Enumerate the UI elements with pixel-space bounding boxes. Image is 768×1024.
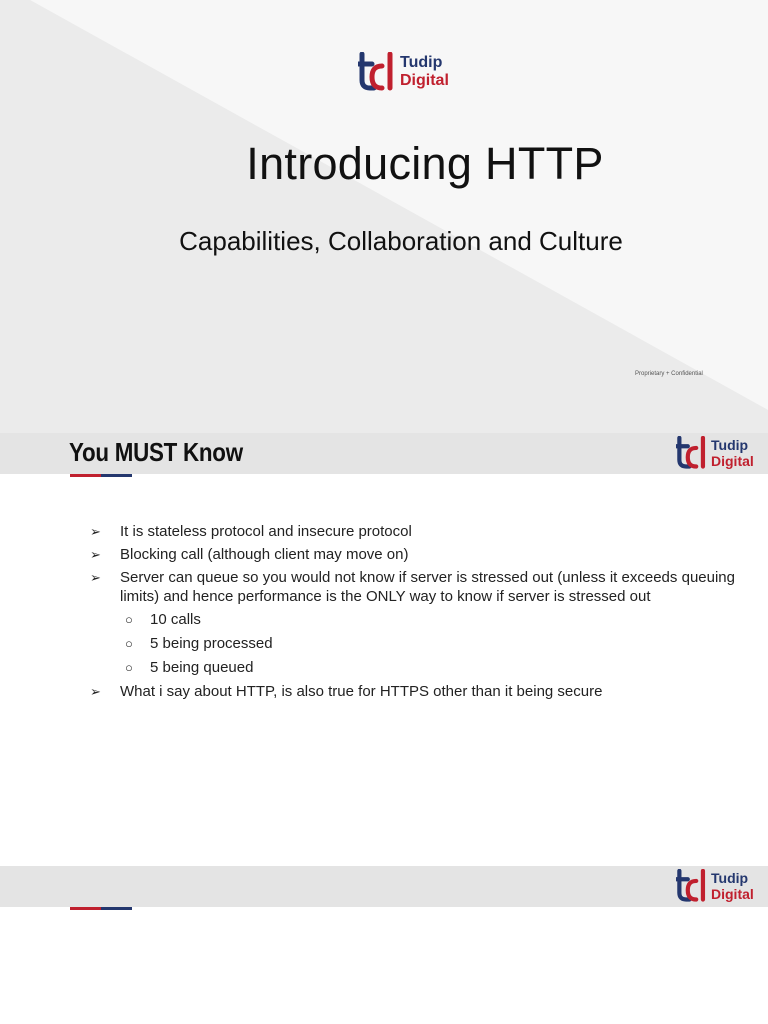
heading-accent-underline	[70, 474, 132, 477]
tudip-logo-header	[676, 436, 754, 470]
tudip-logo-mark-icon	[676, 869, 708, 903]
tudip-logo-header	[676, 869, 754, 903]
confidential-label: Proprietary + Confidential	[635, 371, 703, 377]
logo-text-line2: Digital	[711, 453, 754, 469]
slide-subtitle: Capabilities, Collaboration and Culture	[179, 226, 623, 256]
arrow-bullet-icon: ➢	[90, 547, 101, 562]
sub-bullet-text: 10 calls	[150, 611, 201, 628]
logo-text-line2: Digital	[711, 886, 754, 902]
sub-list-item	[90, 610, 735, 629]
next-slide-header-bar	[0, 866, 768, 907]
bullet-list	[90, 522, 735, 705]
sub-bullet-text: 5 being processed	[150, 635, 273, 652]
arrow-bullet-icon: ➢	[90, 524, 101, 539]
circle-bullet-icon: ○	[125, 612, 133, 627]
bullet-text: What i say about HTTP, is also true for HTTPS other than it being secure	[120, 683, 603, 700]
arrow-bullet-icon: ➢	[90, 684, 101, 699]
title-slide	[0, 0, 768, 433]
content-slide-heading: You MUST Know	[69, 437, 243, 467]
list-item	[90, 682, 735, 701]
sub-bullet-text: 5 being queued	[150, 659, 254, 676]
logo-text-line1: Tudip	[400, 54, 443, 71]
circle-bullet-icon: ○	[125, 660, 133, 675]
tudip-logo	[358, 52, 449, 92]
list-item	[90, 545, 735, 564]
tudip-logo-mark-icon	[358, 52, 396, 92]
sub-list-item	[90, 634, 735, 653]
arrow-bullet-icon: ➢	[90, 570, 101, 585]
bullet-text: Server can queue so you would not know if server is stressed out (unless it exceeds queuing limits) and hence performance is the ONLY way to know if server is stressed out	[120, 569, 735, 605]
logo-text-line1: Tudip	[711, 437, 749, 453]
logo-text-line1: Tudip	[711, 870, 749, 886]
circle-bullet-icon: ○	[125, 636, 133, 651]
list-item	[90, 522, 735, 541]
heading-accent-underline	[70, 907, 132, 910]
logo-text-line2: Digital	[400, 72, 449, 89]
sub-list-item	[90, 658, 735, 677]
slide-title: Introducing HTTP	[246, 138, 604, 189]
bullet-text: Blocking call (although client may move on)	[120, 546, 409, 563]
tudip-logo-mark-icon	[676, 436, 708, 470]
bullet-text: It is stateless protocol and insecure protocol	[120, 523, 412, 540]
list-item	[90, 568, 735, 606]
